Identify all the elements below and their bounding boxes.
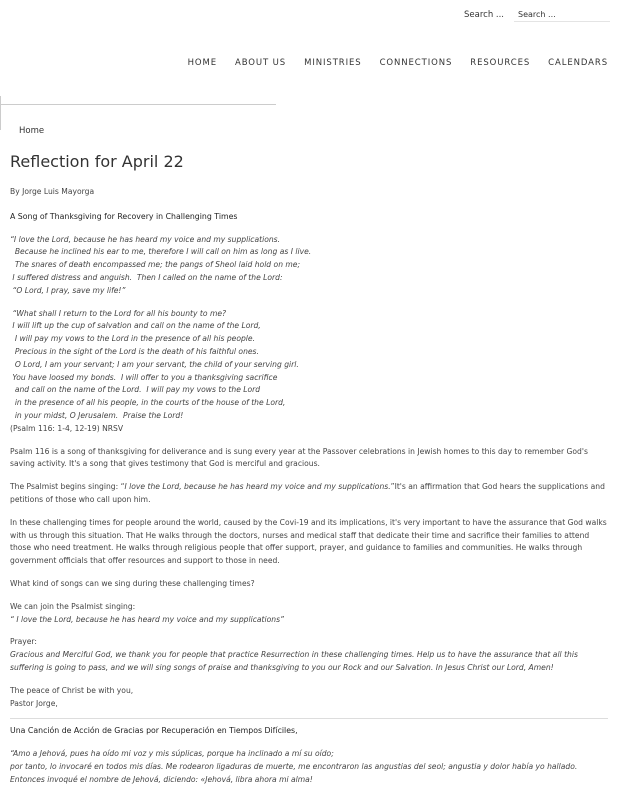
article — [10, 152, 608, 786]
psalm-line: and call on the name of the Lord. I will pay my vows to the Lord — [10, 385, 261, 395]
text: The Psalmist begins singing: “ — [10, 482, 125, 492]
psalm-line: “What shall I return to the Lord for all his bounty to me? — [10, 308, 227, 318]
text: We can join the Psalmist singing: — [10, 601, 136, 611]
byline: By Jorge Luis Mayorga — [10, 187, 95, 196]
psalm-line: “I love the Lord, because he has heard my voice and my supplications. — [10, 234, 281, 244]
psalm-line: por tanto, lo invocaré en todos mis días. Me rodearon ligaduras de muerte, me encontraron las angustias del seol; angustia y dolor había yo hallado. Entonces invoqué el nombre de Jehová, diciendo: «Jehová, libra ahora mi alma! — [10, 761, 578, 784]
main-navigation — [170, 58, 608, 68]
search-label: Search ... — [464, 10, 505, 20]
psalm-line: O Lord, I am your servant; I am your servant, the child of your serving girl. — [10, 359, 299, 369]
page-title: Reflection for April 22 — [10, 152, 184, 171]
breadcrumb — [19, 126, 44, 136]
breadcrumb-home-link[interactable]: Home — [19, 126, 45, 136]
psalm-line: Because he inclined his ear to me, therefore I will call on him as long as I live. — [10, 247, 312, 257]
article-subtitle: A Song of Thanksgiving for Recovery in Challenging Times — [10, 211, 238, 221]
nav-resources[interactable]: RESOURCES — [470, 58, 531, 68]
text: The peace of Christ be with you, — [10, 685, 134, 695]
prayer-text: Gracious and Merciful God, we thank you for people that practice Resurrection in these challenging times. Help us to have the assurance that all this suffering is going to pass, and we will sing songs of praise and thanksgiving to you our Rock and our Salvation. In Jesus Christ our Lord, Amen! — [10, 650, 578, 672]
paragraph: What kind of songs can we sing during these challenging times? — [10, 578, 255, 588]
nav-about-us[interactable]: ABOUT US — [234, 58, 287, 68]
nav-ministries[interactable]: MINISTRIES — [304, 58, 362, 68]
spanish-psalm — [10, 748, 608, 786]
psalm-line: in the presence of all his people, in the courts of the house of the Lord, — [10, 398, 286, 408]
divider — [0, 104, 276, 105]
paragraph: Psalm 116 is a song of thanksgiving for deliverance and is sung every year at the Passover celebrations in Jewish homes to this day to remember God's saving activity. It's a song that gives testimony that God is merciful and gracious. — [10, 446, 588, 469]
paragraph — [10, 601, 608, 627]
divider — [10, 718, 608, 719]
nav-home[interactable]: HOME — [187, 58, 217, 68]
psalm-line: “O Lord, I pray, save my life!” — [10, 285, 126, 295]
psalm-line: in your midst, O Jerusalem. Praise the Lord! — [10, 410, 184, 420]
paragraph — [10, 481, 608, 507]
closing — [10, 685, 608, 711]
text: ”It's an affirmation that God hears the supplications and petitions of those who call upon him. — [10, 482, 605, 504]
psalm-line: The snares of death encompassed me; the pangs of Sheol laid hold on me; — [10, 260, 301, 270]
paragraph: In these challenging times for people around the world, caused by the Covi-19 and its implications, it's very important to have the assurance that God walks with us through this situation. That He walks through the doctors, nurses and medical staff that dedicate their time and sacrifice their families to attend those who need treatment. He walks through religious people that offer support, prayer, and guidance to families and communities. He walks through government officials that offer resources and support to those in need. — [10, 517, 607, 566]
psalm-line: Precious in the sight of the Lord is the death of his faithful ones. — [10, 346, 259, 356]
divider — [0, 104, 1, 130]
psalm-line: I will lift up the cup of salvation and call on the name of the Lord, — [10, 321, 261, 331]
quote-text: I love the Lord, because he has heard my voice and my supplications. — [124, 482, 391, 492]
nav-calendars[interactable]: CALENDARS — [548, 58, 608, 68]
psalm-block-1 — [10, 234, 608, 298]
quote-text: “ I love the Lord, because he has heard my voice and my supplications” — [10, 614, 284, 624]
prayer-label: Prayer: — [10, 637, 37, 647]
psalm-line: “Amo a Jehová, pues ha oído mi voz y mis súplicas, porque ha inclinado a mí su oído; — [10, 749, 334, 759]
psalm-citation: (Psalm 116: 1-4, 12-19) NRSV — [10, 423, 124, 433]
nav-connections[interactable]: CONNECTIONS — [379, 58, 453, 68]
spanish-title: Una Canción de Acción de Gracias por Recuperación en Tiempos Difíciles, — [10, 726, 298, 736]
psalm-line: You have loosed my bonds. I will offer to you a thanksgiving sacrifice — [10, 372, 278, 382]
search-input[interactable] — [514, 7, 610, 22]
psalm-block-2 — [10, 308, 608, 423]
signature-text: Pastor Jorge, — [10, 698, 58, 708]
psalm-line: I will pay my vows to the Lord in the presence of all his people. — [10, 334, 255, 344]
psalm-line: I suffered distress and anguish. Then I called on the name of the Lord: — [10, 272, 283, 282]
